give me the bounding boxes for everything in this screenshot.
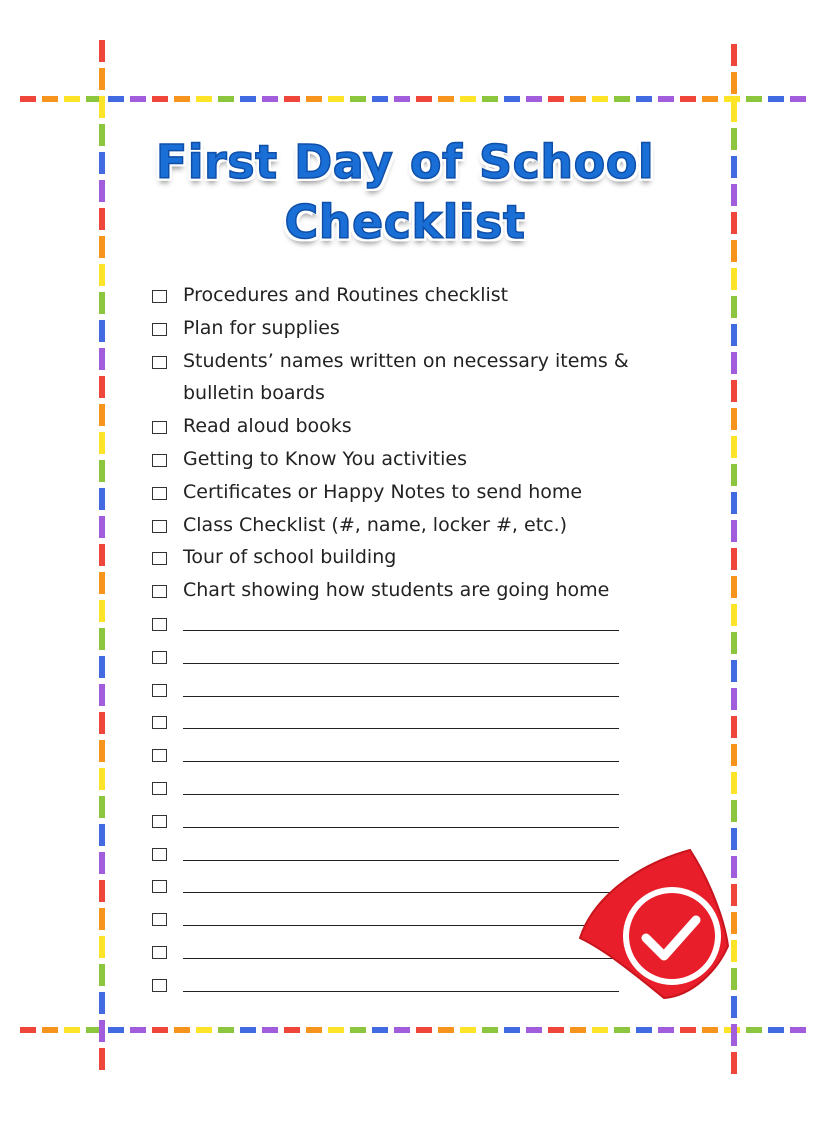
border-dash <box>504 96 520 102</box>
border-dash <box>99 292 105 314</box>
checklist-item[interactable] <box>150 479 630 512</box>
blank-line[interactable] <box>183 938 619 959</box>
border-dash <box>482 96 498 102</box>
border-dash <box>731 100 737 122</box>
border-dash <box>174 1027 190 1033</box>
border-dash <box>680 1027 696 1033</box>
blank-checklist-item[interactable] <box>150 676 630 709</box>
blank-line[interactable] <box>183 708 619 729</box>
blank-line[interactable] <box>183 807 619 828</box>
checkmark-badge-icon <box>572 846 732 1002</box>
border-dash <box>99 1020 105 1042</box>
border-dash <box>394 96 410 102</box>
checkbox-icon[interactable] <box>152 946 167 959</box>
checkbox-icon[interactable] <box>152 749 167 762</box>
border-dash <box>99 124 105 146</box>
checklist-item-label: Procedures and Routines checklist <box>183 284 509 306</box>
border-dash <box>504 1027 520 1033</box>
border-dash <box>482 1027 498 1033</box>
border-dash <box>526 96 542 102</box>
checklist <box>150 282 630 1004</box>
blank-checklist-item[interactable] <box>150 938 630 971</box>
checkbox-icon[interactable] <box>152 585 167 598</box>
border-dash <box>731 1024 737 1046</box>
border-dash <box>614 96 630 102</box>
border-dash <box>99 40 105 62</box>
blank-line[interactable] <box>183 840 619 861</box>
checklist-item[interactable] <box>150 282 630 315</box>
border-dash <box>99 348 105 370</box>
blank-line[interactable] <box>183 643 619 664</box>
blank-checklist-item[interactable] <box>150 872 630 905</box>
border-dash <box>99 600 105 622</box>
checkbox-icon[interactable] <box>152 684 167 697</box>
checklist-item-label: Getting to Know You activities <box>183 447 467 470</box>
checkbox-icon[interactable] <box>152 520 167 533</box>
border-dash <box>460 96 476 102</box>
border-dash <box>20 1027 36 1033</box>
checklist-item[interactable] <box>150 413 630 446</box>
border-dash <box>99 180 105 202</box>
border-dash <box>731 380 737 402</box>
border-dash <box>731 716 737 738</box>
border-dash <box>702 1027 718 1033</box>
border-dash <box>460 1027 476 1033</box>
border-dash <box>731 744 737 766</box>
border-dash <box>99 236 105 258</box>
checkbox-icon[interactable] <box>152 290 167 303</box>
checklist-item[interactable] <box>150 315 630 348</box>
border-dash <box>99 376 105 398</box>
border-dash <box>99 992 105 1014</box>
border-dash <box>592 96 608 102</box>
border-dash <box>20 96 36 102</box>
checkbox-icon[interactable] <box>152 356 167 369</box>
blank-line[interactable] <box>183 610 619 631</box>
checklist-item-label: Class Checklist (#, name, locker #, etc.) <box>183 513 568 536</box>
checkbox-icon[interactable] <box>152 782 167 795</box>
border-dash <box>218 96 234 102</box>
border-dash <box>768 96 784 102</box>
border-dash <box>99 880 105 902</box>
border-dash <box>731 688 737 710</box>
blank-line[interactable] <box>183 774 619 795</box>
checkbox-icon[interactable] <box>152 454 167 467</box>
border-dash <box>130 96 146 102</box>
border-dash <box>636 96 652 102</box>
checkbox-icon[interactable] <box>152 323 167 336</box>
checkbox-icon[interactable] <box>152 848 167 861</box>
checkbox-icon[interactable] <box>152 651 167 664</box>
border-dash <box>731 128 737 150</box>
border-dash <box>731 772 737 794</box>
page-title <box>140 132 670 252</box>
blank-checklist-item[interactable] <box>150 905 630 938</box>
border-dash <box>284 1027 300 1033</box>
border-bottom <box>20 1027 820 1033</box>
border-dash <box>218 1027 234 1033</box>
border-dash <box>99 964 105 986</box>
border-dash <box>99 824 105 846</box>
border-dash <box>731 240 737 262</box>
border-dash <box>99 628 105 650</box>
blank-line[interactable] <box>183 872 619 893</box>
border-dash <box>394 1027 410 1033</box>
border-dash <box>99 684 105 706</box>
border-dash <box>99 768 105 790</box>
border-dash <box>240 96 256 102</box>
border-dash <box>731 212 737 234</box>
border-dash <box>746 96 762 102</box>
border-dash <box>240 1027 256 1033</box>
blank-items <box>150 610 630 1004</box>
border-dash <box>42 96 58 102</box>
checkbox-icon[interactable] <box>152 487 167 500</box>
border-dash <box>731 268 737 290</box>
border-dash <box>570 1027 586 1033</box>
border-dash <box>152 96 168 102</box>
border-dash <box>99 852 105 874</box>
border-dash <box>196 1027 212 1033</box>
border-dash <box>99 1048 105 1070</box>
border-dash <box>64 96 80 102</box>
border-dash <box>416 1027 432 1033</box>
border-dash <box>731 324 737 346</box>
border-dash <box>99 404 105 426</box>
border-dash <box>328 1027 344 1033</box>
border-dash <box>99 96 105 118</box>
border-dash <box>636 1027 652 1033</box>
border-dash <box>731 548 737 570</box>
blank-line[interactable] <box>183 905 619 926</box>
border-dash <box>438 1027 454 1033</box>
checkbox-icon[interactable] <box>152 421 167 434</box>
border-dash <box>99 516 105 538</box>
border-dash <box>731 156 737 178</box>
checkbox-icon[interactable] <box>152 552 167 565</box>
border-dash <box>570 96 586 102</box>
border-dash <box>731 492 737 514</box>
border-dash <box>99 68 105 90</box>
border-dash <box>99 656 105 678</box>
checkbox-icon[interactable] <box>152 880 167 893</box>
checkbox-icon[interactable] <box>152 618 167 631</box>
border-dash <box>99 544 105 566</box>
border-dash <box>42 1027 58 1033</box>
title-line-2: Checklist <box>284 195 526 249</box>
blank-line[interactable] <box>183 971 619 992</box>
border-dash <box>372 96 388 102</box>
border-dash <box>731 184 737 206</box>
border-dash <box>350 96 366 102</box>
border-left <box>99 40 105 1080</box>
border-dash <box>99 208 105 230</box>
border-dash <box>130 1027 146 1033</box>
blank-checklist-item[interactable] <box>150 708 630 741</box>
border-dash <box>548 96 564 102</box>
border-dash <box>614 1027 630 1033</box>
border-dash <box>731 352 737 374</box>
border-dash <box>416 96 432 102</box>
border-dash <box>306 96 322 102</box>
border-dash <box>99 936 105 958</box>
border-dash <box>790 96 806 102</box>
border-dash <box>731 1052 737 1074</box>
border-dash <box>99 432 105 454</box>
checklist-item[interactable] <box>150 544 630 577</box>
border-dash <box>372 1027 388 1033</box>
border-dash <box>262 96 278 102</box>
border-dash <box>731 800 737 822</box>
border-dash <box>768 1027 784 1033</box>
border-dash <box>99 712 105 734</box>
checkbox-icon[interactable] <box>152 815 167 828</box>
border-dash <box>731 520 737 542</box>
border-dash <box>99 152 105 174</box>
checklist-item-label: Read aloud books <box>183 415 352 438</box>
border-dash <box>108 1027 124 1033</box>
border-dash <box>746 1027 762 1033</box>
border-dash <box>731 408 737 430</box>
border-dash <box>731 436 737 458</box>
border-dash <box>731 632 737 654</box>
border-dash <box>438 96 454 102</box>
blank-checklist-item[interactable] <box>150 610 630 643</box>
border-dash <box>99 740 105 762</box>
border-dash <box>658 1027 674 1033</box>
blank-checklist-item[interactable] <box>150 774 630 807</box>
checkbox-icon[interactable] <box>152 716 167 729</box>
border-dash <box>790 1027 806 1033</box>
border-dash <box>731 72 737 94</box>
border-dash <box>592 1027 608 1033</box>
border-dash <box>99 320 105 342</box>
border-dash <box>99 460 105 482</box>
border-dash <box>731 464 737 486</box>
checklist-item[interactable] <box>150 348 630 414</box>
border-dash <box>99 488 105 510</box>
border-dash <box>548 1027 564 1033</box>
checklist-item-label: Plan for supplies <box>183 316 340 339</box>
blank-line[interactable] <box>183 741 619 762</box>
border-dash <box>731 296 737 318</box>
border-dash <box>196 96 212 102</box>
border-dash <box>731 576 737 598</box>
border-dash <box>99 264 105 286</box>
blank-checklist-item[interactable] <box>150 741 630 774</box>
checklist-item[interactable] <box>150 446 630 479</box>
border-dash <box>99 908 105 930</box>
border-top <box>20 96 820 102</box>
border-dash <box>731 660 737 682</box>
border-dash <box>99 572 105 594</box>
border-dash <box>350 1027 366 1033</box>
checkbox-icon[interactable] <box>152 979 167 992</box>
border-dash <box>526 1027 542 1033</box>
border-dash <box>328 96 344 102</box>
border-dash <box>680 96 696 102</box>
blank-line[interactable] <box>183 676 619 697</box>
checklist-item-label <box>183 345 629 411</box>
border-dash <box>108 96 124 102</box>
checklist-item[interactable] <box>150 577 630 610</box>
border-dash <box>152 1027 168 1033</box>
border-dash <box>658 96 674 102</box>
checkbox-icon[interactable] <box>152 913 167 926</box>
blank-checklist-item[interactable] <box>150 840 630 873</box>
border-dash <box>306 1027 322 1033</box>
checklist-item[interactable] <box>150 512 630 545</box>
blank-checklist-item[interactable] <box>150 643 630 676</box>
border-dash <box>702 96 718 102</box>
checklist-item-label: Chart showing how students are going home <box>183 579 610 602</box>
checklist-item-label: Tour of school building <box>183 546 397 569</box>
checklist-item-line: Students’ names written on necessary items & <box>183 349 629 372</box>
blank-checklist-item[interactable] <box>150 971 630 1004</box>
border-dash <box>284 96 300 102</box>
blank-checklist-item[interactable] <box>150 807 630 840</box>
checklist-item-line: bulletin boards <box>183 382 325 405</box>
border-dash <box>99 796 105 818</box>
checklist-item-label: Certificates or Happy Notes to send home <box>183 480 583 503</box>
border-dash <box>731 604 737 626</box>
title-line-1: First Day of School <box>155 135 655 189</box>
border-dash <box>262 1027 278 1033</box>
border-dash <box>64 1027 80 1033</box>
border-dash <box>731 44 737 66</box>
border-dash <box>174 96 190 102</box>
